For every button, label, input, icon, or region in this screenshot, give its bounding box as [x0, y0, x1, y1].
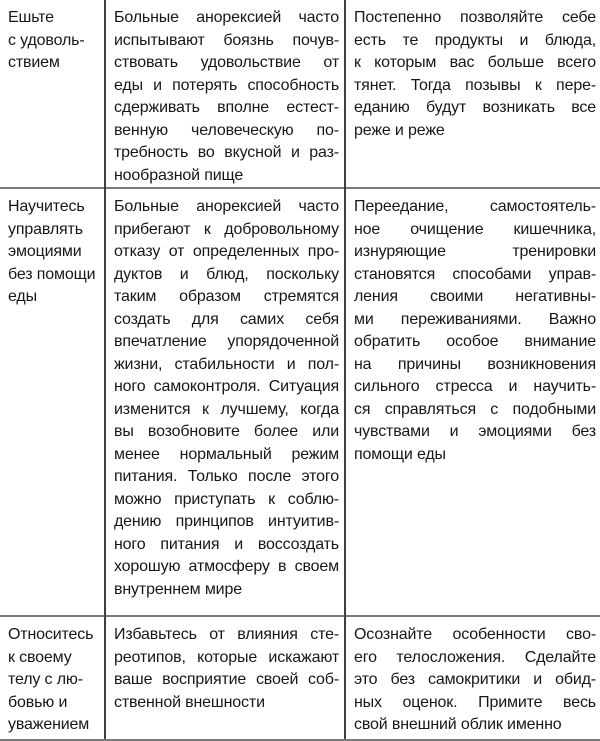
text-line: изнуряющие тренировки: [354, 243, 596, 260]
text-line: бовью и: [8, 693, 68, 711]
text-line: Ешьте: [8, 9, 54, 26]
text-line: Постепенно позволяйте себе: [354, 9, 596, 26]
text-line: на причины возникновения: [354, 355, 596, 373]
text-line: еданию будут возникать все: [354, 99, 596, 116]
text-line: Избавьтесь от влияния сте-: [114, 626, 339, 643]
text-line: впечатление упорядоченной: [114, 333, 339, 350]
text-line: ми переживаниями. Важно: [354, 310, 596, 328]
text-line: ления своими негативны-: [354, 288, 596, 305]
text-line: жизни, стабильности и пол-: [114, 355, 339, 373]
text-line: прибегают к добровольному: [114, 220, 339, 238]
text-line: ствием: [8, 54, 60, 71]
text-line: дуктов и блюд, поскольку: [114, 265, 339, 283]
row-label-cell: [0, 189, 105, 615]
advice-cell: [345, 617, 600, 739]
text-line: свой внешний облик именно: [354, 716, 562, 733]
text-line: отказу от определенных про-: [114, 243, 339, 260]
text-line: сильного стресса и научить-: [354, 378, 596, 395]
text-line: управлять: [8, 220, 83, 238]
text-line: внутреннем мире: [114, 580, 242, 598]
text-line: тянет. Тогда позывы к пере-: [354, 76, 596, 94]
text-line: эмоциями: [8, 243, 82, 260]
text-line: ных оценок. Примите весь: [354, 693, 596, 711]
text-line: Осознайте особенности сво-: [354, 626, 596, 643]
row-label-cell: [0, 617, 105, 739]
text-line: с удоволь-: [8, 31, 85, 49]
text-line: ственной внешности: [114, 693, 265, 711]
text-line: есть те продукты и блюда,: [354, 31, 596, 49]
text-line: создать для самих себя: [114, 310, 339, 328]
advice-cell: [345, 0, 600, 187]
table-row: [0, 187, 600, 615]
text-line: становятся способами управ-: [354, 265, 596, 283]
text-line: сдерживать вполне естест-: [114, 99, 339, 116]
text-line: Переедание, самостоятель-: [354, 198, 596, 215]
problem-description-cell: [105, 617, 345, 739]
text-line: венную человеческую по-: [114, 121, 339, 139]
text-line: помощи еды: [354, 445, 446, 463]
column-divider-2: [344, 0, 346, 739]
advice-cell: [345, 189, 600, 615]
text-line: Относитесь: [8, 626, 94, 643]
text-line: можно приступать к соблю-: [114, 490, 339, 508]
text-line: его телосложения. Сделайте: [354, 648, 596, 666]
text-line: это без самокритики и обид-: [354, 671, 596, 688]
table-row: [0, 615, 600, 739]
text-line: хорошую атмосферу в своем: [114, 558, 339, 575]
text-line: ного питания и воссоздать: [114, 535, 339, 553]
text-line: чувствами и эмоциями без: [354, 423, 596, 440]
text-line: Больные анорексией часто: [114, 198, 339, 215]
text-line: реотипов, которые искажают: [114, 648, 339, 666]
text-line: еды и потерять способность: [114, 76, 339, 94]
problem-description-cell: [105, 189, 345, 615]
text-line: без помощи: [8, 265, 96, 283]
text-line: Научитесь: [8, 198, 85, 215]
text-line: ное очищение кишечника,: [354, 220, 596, 238]
text-line: ствовать удовольствие от: [114, 54, 339, 71]
text-line: к которым вас больше всего: [354, 54, 596, 71]
text-line: ся справляться с подобными: [354, 400, 596, 418]
column-divider-1: [104, 0, 106, 739]
text-line: вы возобновите более или: [114, 423, 339, 440]
text-line: изменится к лучшему, когда: [114, 400, 339, 418]
table-row: [0, 0, 600, 187]
text-line: телу с лю-: [8, 671, 83, 688]
text-line: уважением: [8, 716, 90, 733]
text-line: испытывают боязнь почув-: [114, 31, 339, 49]
text-line: требность во вкусной и раз-: [114, 144, 339, 161]
text-line: обратить особое внимание: [354, 333, 596, 350]
text-line: питания. Только после этого: [114, 468, 339, 485]
text-line: еды: [8, 288, 37, 305]
text-line: нообразной пище: [114, 166, 244, 184]
row-label-cell: [0, 0, 105, 187]
text-line: к своему: [8, 648, 72, 666]
text-line: ного самоконтроля. Ситуация: [114, 378, 339, 395]
text-line: дению принципов интуитив-: [114, 513, 339, 530]
text-line: реже и реже: [354, 121, 445, 139]
text-line: менее нормальный режим: [114, 445, 339, 463]
text-line: таким образом стремятся: [114, 288, 339, 305]
problem-description-cell: [105, 0, 345, 187]
text-line: Больные анорексией часто: [114, 9, 339, 26]
text-line: ваше восприятие своей соб-: [114, 671, 339, 688]
